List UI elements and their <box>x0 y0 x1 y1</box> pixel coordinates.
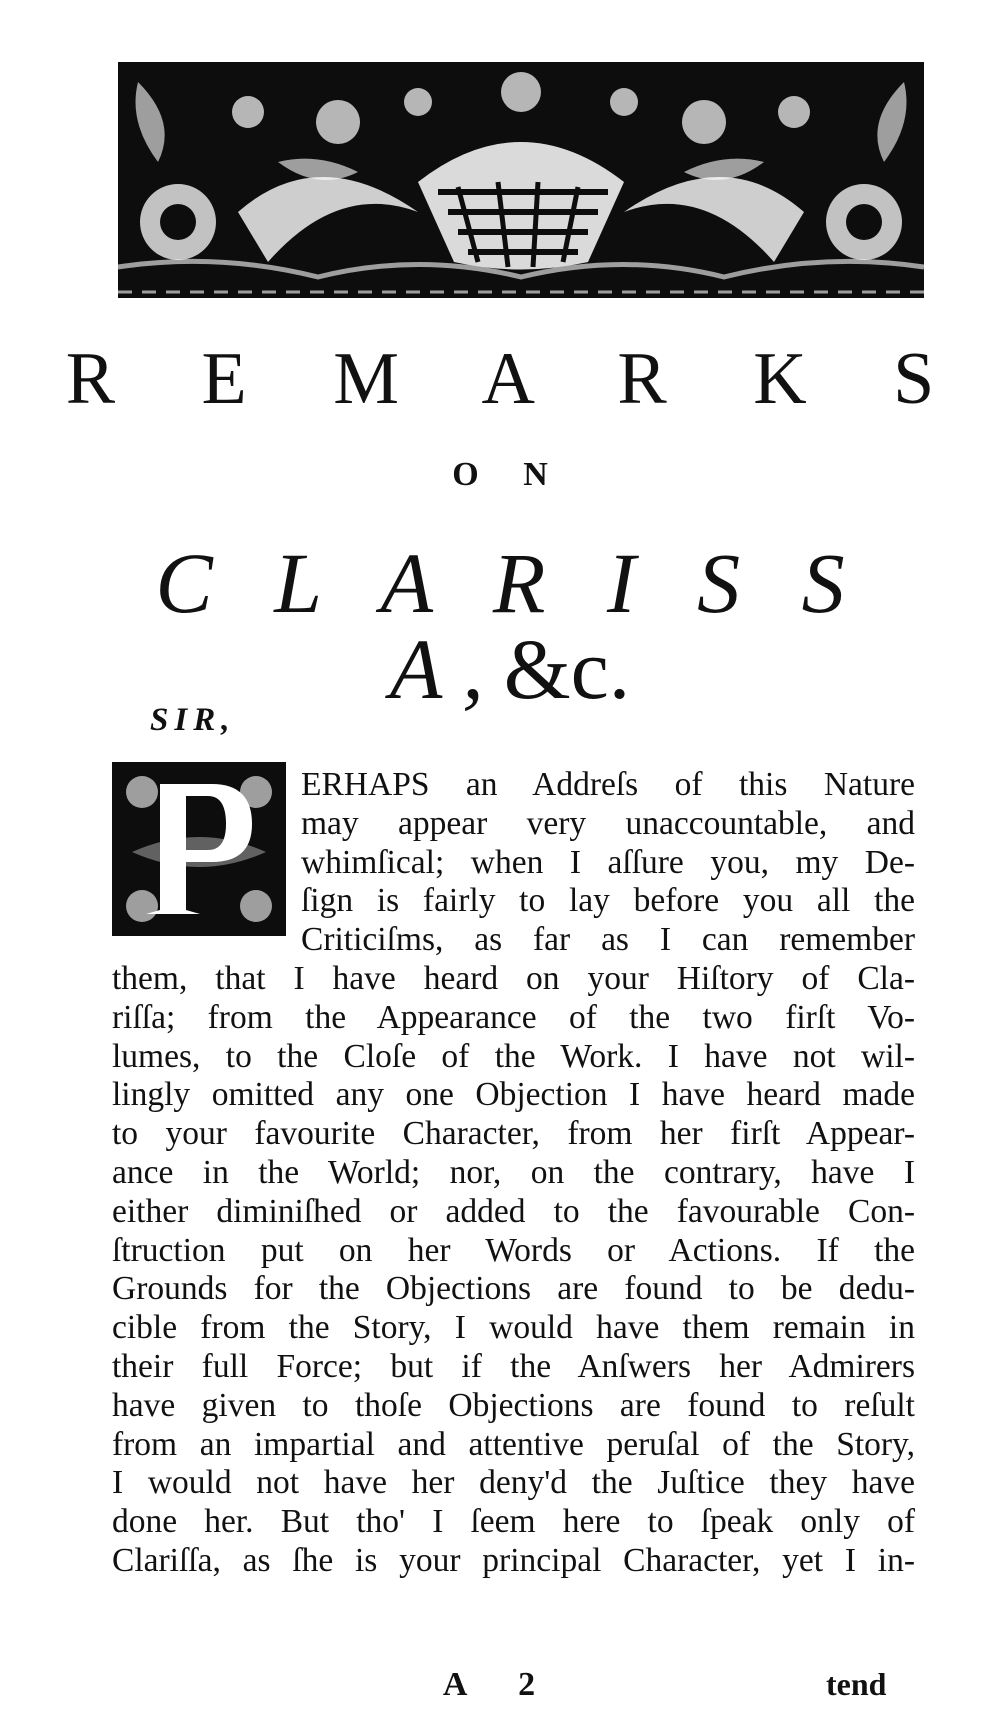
subtitle-name: C L A R I S S A, <box>155 535 865 717</box>
text-line: cible from the Story, I would have them remain in <box>112 1309 915 1347</box>
text-line: lumes, to the Cloſe of the Work. I have not wil- <box>112 1037 915 1075</box>
page-subtitle <box>0 535 1000 717</box>
first-paragraph-indented-lines <box>301 766 915 960</box>
subtitle-etc: &c. <box>503 621 631 717</box>
decorated-initial-p-icon <box>112 762 286 936</box>
text-line: Clariſſa, as ſhe is your principal Character, yet I in- <box>112 1541 915 1579</box>
first-paragraph-full-lines <box>112 960 915 1581</box>
text-line: to your favourite Character, from her firſt Appear- <box>112 1115 915 1153</box>
title-connector: O N <box>452 456 566 493</box>
text-line: ERHAPS an Addreſs of this Nature <box>301 766 915 803</box>
page-title: R E M A R K S <box>65 338 969 420</box>
text-line: done her. But tho' I ſeem here to ſpeak only of <box>112 1503 915 1541</box>
catchword: tend <box>826 1666 887 1702</box>
text-line: ſtruction put on her Words or Actions. If the <box>112 1231 915 1269</box>
text-line: riſſa; from the Appearance of the two firſt Vo- <box>112 998 915 1036</box>
text-line: whimſical; when I aſſure you, my De- <box>301 843 915 881</box>
text-line: them, that I have heard on your Hiſtory of Cla- <box>112 960 915 997</box>
text-line: have given to thoſe Objections are found to reſult <box>112 1386 915 1424</box>
text-line: from an impartial and attentive peruſal of the Story, <box>112 1425 915 1463</box>
text-line: Criticiſms, as far as I can remember <box>301 921 915 959</box>
salutation: SIR, <box>150 702 236 738</box>
text-line: Grounds for the Objections are found to be dedu- <box>112 1270 915 1308</box>
text-line: their full Force; but if the Anſwers her Admirers <box>112 1347 915 1385</box>
text-line: ance in the World; nor, on the contrary, have I <box>112 1153 915 1191</box>
text-line: ſign is fairly to lay before you all the <box>301 882 915 920</box>
text-line: lingly omitted any one Objection I have heard made <box>112 1076 915 1114</box>
text-line: may appear very unaccountable, and <box>301 804 915 842</box>
initial-letter-p-icon <box>112 762 286 936</box>
floral-ornament-icon <box>118 62 924 298</box>
signature-mark: A 2 <box>442 1666 558 1703</box>
text-line: either diminiſhed or added to the favourable Con- <box>112 1192 915 1230</box>
text-line: I would not have her deny'd the Juſtice they have <box>112 1464 915 1502</box>
ornamental-headpiece <box>118 62 924 298</box>
